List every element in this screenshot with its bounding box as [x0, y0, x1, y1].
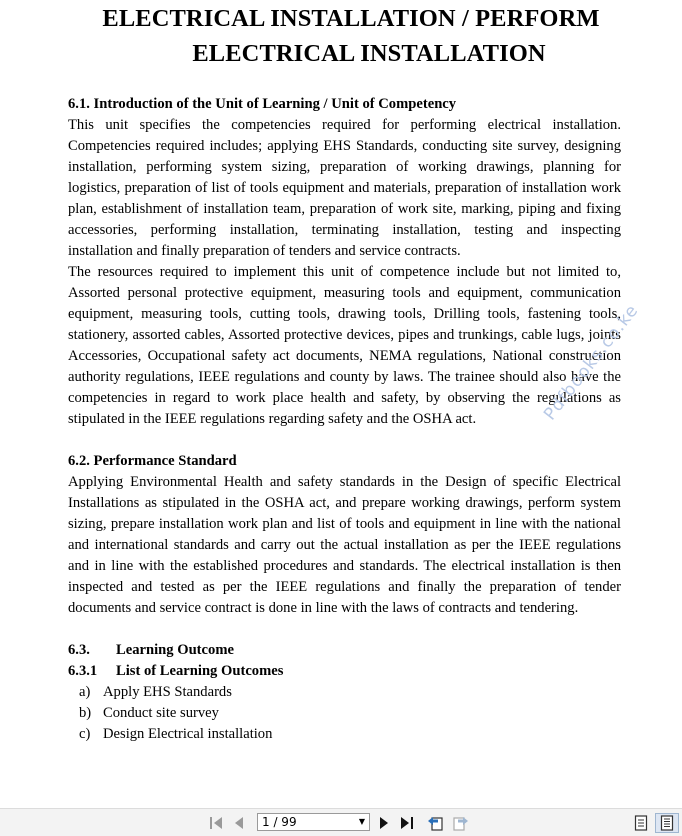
- single-page-view-button[interactable]: [632, 814, 650, 831]
- page-number-selector[interactable]: [257, 813, 370, 831]
- section-6-3-1-title: List of Learning Outcomes: [116, 663, 284, 679]
- list-item: c) Design Electrical installation: [79, 726, 273, 742]
- first-page-button[interactable]: [207, 814, 225, 831]
- document-body: [68, 94, 621, 745]
- section-6-1-heading: 6.1. Introduction of the Unit of Learning / Unit of Competency: [68, 96, 457, 112]
- section-6-2-paragraph: Applying Environmental Health and safety standards in the Design of specific Electrical Installations as stipulated in the OSHA act, and prepare working drawings, perform system sizing, prepare installation work plan and list of tools and equipment in line with the national and international standards and carry out the actual installation as per the IEEE regulations and in line with the established procedures and standards. The electrical installation is then inspected and tested as per the IEEE regulations and finally the preparation of tender documents and service contract is done in line with the laws of contracts and tendering.: [68, 474, 621, 616]
- last-page-icon: [399, 816, 415, 830]
- section-6-1-paragraph-2: The resources required to implement this unit of competence include but not limited to, Assorted personal protective equipment, measuring tools and equipment, communication equipment, measuring tools, cutting tools, drawing tools, Drilling tools, fastening tools, stationery, assorted cables, Assorted protective devices, pipes and trunkings, cable lugs, joints Accessories, Occupational safety act documents, NEMA regulations, National construction authority regulations, IEEE regulations and county by laws. The trainee should also have the competencies in regard to work place health and safety, by observing the regulations as stipulated in the IEEE regulations regarding safety and the OSHA act.: [68, 264, 621, 427]
- section-6-3-number: 6.3.: [68, 642, 90, 658]
- watermark: Pdfbooks.co.ke: [540, 300, 643, 425]
- section-6-2-heading: 6.2. Performance Standard: [68, 453, 237, 469]
- section-6-3-heading: [68, 640, 621, 661]
- continuous-view-button[interactable]: [655, 813, 679, 833]
- page-indicator: 1 / 99: [262, 815, 297, 829]
- title-line-1: ELECTRICAL INSTALLATION / PERFORM: [102, 5, 600, 32]
- section-6-1-paragraph-1: This unit specifies the competencies required for performing electrical installation. Competencies required includes; applying EHS Standards, conducting site survey, designing installation, performing system sizing, preparation of working drawings, planning for logistics, preparation of list of tools equipment and materials, preparation of installation work plan, establishment of installation team, preparation of work site, marking, piping and fixing accessories, performing installation, terminating installation, testing and inspecting installation and finally preparation of tenders and service contracts.: [68, 117, 621, 259]
- list-item: b) Conduct site survey: [79, 705, 219, 721]
- previous-page-icon: [233, 816, 245, 830]
- list-item: a) Apply EHS Standards: [79, 684, 232, 700]
- go-forward-icon: [452, 814, 470, 831]
- title-line-2: ELECTRICAL INSTALLATION: [192, 40, 546, 67]
- section-6-3-1-number: 6.3.1: [68, 663, 98, 679]
- learning-outcomes-list: [68, 682, 621, 745]
- go-forward-button[interactable]: [451, 814, 471, 831]
- previous-page-button[interactable]: [231, 814, 247, 831]
- go-back-icon: [426, 814, 444, 831]
- next-page-button[interactable]: [376, 814, 392, 831]
- first-page-icon: [208, 816, 224, 830]
- pdf-viewer-toolbar: [0, 808, 682, 836]
- last-page-button[interactable]: [398, 814, 416, 831]
- next-page-icon: [378, 816, 390, 830]
- section-6-3-title: Learning Outcome: [116, 642, 234, 658]
- single-page-view-icon: [634, 815, 648, 831]
- continuous-view-icon: [660, 815, 674, 831]
- go-back-button[interactable]: [425, 814, 445, 831]
- document-title: [0, 0, 682, 71]
- section-6-3-1-heading: [68, 661, 621, 682]
- chevron-down-icon: ▼: [358, 817, 365, 826]
